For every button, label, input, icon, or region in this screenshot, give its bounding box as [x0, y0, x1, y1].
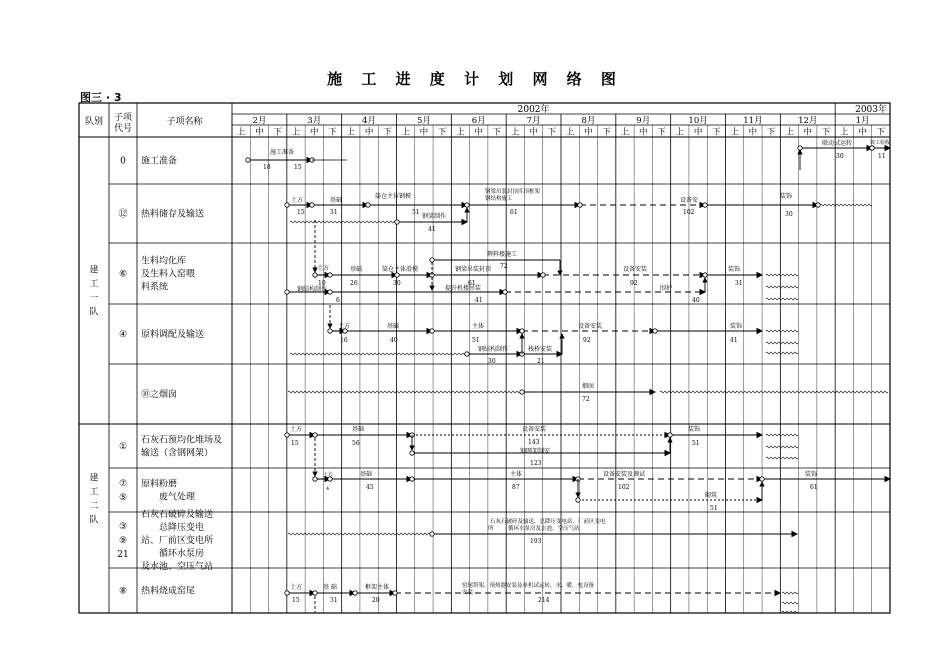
duration-label: 61	[810, 484, 818, 491]
node-circle	[503, 290, 507, 294]
activity-label: 联动试运转	[822, 140, 853, 147]
node-circle	[653, 329, 657, 333]
row-name: 原料调配及输送	[141, 330, 205, 340]
activity-label: 土方	[290, 426, 303, 433]
row-code: ④	[118, 330, 128, 340]
dekad-label: 中	[309, 127, 319, 138]
duration-label: 30	[488, 358, 496, 365]
month-label: 6月	[471, 116, 486, 126]
node-circle	[760, 477, 764, 481]
activity-label: 提升机楼吊装	[445, 285, 482, 292]
figure-label: 图三 · 3	[80, 91, 122, 104]
dekad-label: 上	[236, 127, 246, 138]
duration-label: 30	[836, 153, 844, 160]
duration-label: 21	[537, 358, 545, 365]
team-name: 一	[89, 293, 99, 304]
float-wave	[660, 391, 888, 393]
row-name: 总降压变电	[141, 523, 205, 533]
activity-label: 装饰	[728, 266, 741, 273]
team-name: 工	[89, 279, 99, 290]
activity-label: 主体	[510, 471, 523, 478]
duration-label: 92	[583, 337, 591, 344]
month-label: 10月	[688, 116, 708, 126]
code-header: 子项	[113, 113, 133, 123]
dekad-label: 中	[858, 127, 867, 138]
activity-label: 设备安装	[522, 426, 547, 433]
duration-label: 193	[530, 538, 542, 545]
month-label: 2月	[252, 116, 267, 126]
month-label: 3月	[307, 116, 322, 126]
month-label: 4月	[362, 116, 377, 126]
dekad-label: 下	[657, 127, 666, 138]
dekad-label: 中	[364, 127, 374, 138]
float-wave	[290, 353, 470, 355]
activity-label: 土方	[290, 584, 303, 591]
row-code: ⑫	[118, 209, 128, 220]
year-label: 2003年	[855, 105, 887, 115]
activity-label: 喂料楼施工	[487, 251, 518, 258]
month-label: 5月	[416, 116, 431, 126]
float-wave	[766, 457, 798, 459]
duration-label: 20	[372, 597, 380, 604]
activity-label: 钢梁吊装封顶库顶框架	[485, 189, 541, 195]
duration-label: 102	[683, 209, 695, 216]
activity-label: 基础	[350, 266, 363, 273]
activity-label: 窑尾塔架，预热器安装及单机试运转，水、暖、电设备	[462, 583, 595, 589]
row-code: 0	[120, 156, 126, 167]
activity-label: 栈桥安装	[528, 346, 553, 353]
duration-label: 40	[692, 297, 700, 304]
activity-label: 装饰	[805, 471, 818, 478]
activity-label: 钢网架制安	[520, 448, 551, 455]
row-name: 原料粉磨	[141, 479, 178, 490]
duration-label: 26	[350, 280, 358, 287]
dekad-label: 下	[273, 127, 282, 138]
node-circle	[410, 451, 414, 455]
dekad-label: 上	[785, 127, 794, 138]
duration-label: 214	[538, 597, 550, 604]
float-wave	[782, 592, 798, 594]
activity-label: 钢结构制作	[478, 346, 509, 353]
duration-label: 10	[318, 280, 326, 287]
node-circle	[310, 203, 314, 207]
node-circle	[285, 591, 289, 595]
duration-label: 41	[730, 337, 738, 344]
duration-label: 123	[530, 460, 542, 467]
duration-label: 92	[630, 280, 638, 287]
row-code: ⑥	[118, 269, 128, 280]
row-name: 料系统	[141, 282, 169, 293]
dekad-label: 下	[328, 127, 337, 138]
row-code: ③	[118, 522, 128, 532]
dekad-label: 中	[255, 127, 264, 138]
node-circle	[313, 273, 317, 277]
month-label: 12月	[798, 116, 818, 126]
dekad-label: 上	[291, 127, 301, 138]
node-circle	[578, 203, 582, 207]
node-circle	[520, 390, 524, 394]
float-wave	[766, 352, 798, 354]
float-wave	[766, 446, 798, 448]
row-name: 输送（含钢网架）	[141, 448, 214, 459]
duration-label: 15	[294, 164, 302, 171]
float-wave	[766, 342, 798, 344]
dekad-label: 下	[876, 127, 886, 138]
row-name: 生料均化库	[141, 256, 187, 267]
activity-label: 主体	[472, 323, 485, 330]
node-circle	[520, 329, 524, 333]
duration-label: 51	[692, 440, 700, 447]
team-name: 队	[89, 307, 99, 318]
dekad-label: 上	[675, 127, 685, 138]
float-wave	[290, 221, 398, 223]
row-name: 废气处理	[141, 492, 196, 503]
row-name: 及水池、空压气站	[141, 562, 214, 572]
row-code: ⑤	[118, 493, 128, 503]
activity-label: 设备安装及调试	[603, 471, 646, 478]
node-circle	[313, 477, 317, 481]
duration-label: 6	[336, 297, 340, 304]
float-wave	[288, 391, 520, 393]
dekad-label: 中	[693, 127, 703, 138]
duration-label: 72	[500, 263, 508, 270]
node-circle	[395, 220, 399, 224]
duration-label: 56	[352, 440, 360, 447]
duration-label: 15	[297, 209, 305, 216]
activity-label: 土方	[291, 197, 304, 204]
activity-label: 基础	[352, 426, 365, 433]
month-label: 1月	[855, 116, 870, 126]
activity-label: 基础	[387, 323, 400, 330]
row-name: ⑩之烟囱	[141, 390, 178, 400]
activity-label: 石灰石破碎及输送、总降压变电站、厂前区变电	[490, 519, 606, 525]
page-title: 施 工 进 度 计 划 网 络 图	[327, 70, 623, 88]
month-label: 11月	[743, 116, 763, 126]
float-wave	[766, 274, 798, 276]
team-name: 工	[89, 487, 99, 498]
activity-label: 装饰	[730, 323, 743, 330]
code-header: 代号	[113, 124, 133, 134]
row-name: 热料烧成窑尾	[141, 586, 196, 597]
activity-label: 基础	[330, 197, 343, 204]
node-circle	[703, 203, 707, 207]
activity-label: 钢结构施工	[485, 196, 513, 202]
row-name: 石灰石破碎及输送	[141, 510, 214, 520]
dekad-label: 上	[565, 127, 575, 138]
dekad-label: 中	[419, 127, 429, 138]
activity-label: 装饰	[688, 426, 701, 433]
dekad-label: 下	[437, 127, 447, 138]
activity-label: 设备安装	[578, 323, 603, 330]
duration-label: 31	[330, 597, 338, 604]
row-name: 施工准备	[141, 156, 178, 167]
row-code: 21	[117, 550, 129, 560]
activity-label: 烟囱	[582, 383, 595, 390]
float-wave	[766, 286, 798, 288]
activity-label: 围护	[660, 285, 673, 292]
month-label: 7月	[526, 116, 541, 126]
activity-label: 砌筑	[705, 492, 718, 499]
dekad-label: 下	[602, 127, 611, 138]
node-circle	[366, 203, 370, 207]
node-circle	[313, 433, 317, 437]
float-wave	[820, 204, 872, 206]
float-wave	[766, 298, 798, 300]
dekad-label: 下	[547, 127, 557, 138]
node-circle	[285, 433, 289, 437]
row-name: 热料储存及输送	[141, 209, 205, 220]
duration-label: 72	[582, 396, 590, 403]
dekad-label: 下	[492, 127, 502, 138]
row-code: ①	[118, 442, 128, 452]
duration-label: 18	[263, 164, 271, 171]
dekad-label: 上	[620, 127, 630, 138]
node-circle	[393, 591, 397, 595]
team-name: 二	[89, 501, 99, 512]
dekad-label: 下	[766, 127, 776, 138]
float-wave	[782, 602, 798, 604]
duration-label: 143	[528, 439, 540, 446]
duration-label: 30	[393, 280, 401, 287]
duration-label: 15	[291, 440, 299, 447]
team-header: 队别	[84, 117, 104, 127]
node-circle	[668, 433, 672, 437]
dekad-label: 中	[474, 127, 484, 138]
duration-label: 61	[510, 209, 518, 216]
activity-label: 安装	[462, 590, 474, 596]
node-circle	[430, 329, 434, 333]
dekad-label: 上	[346, 127, 356, 138]
activity-label: 装饰	[780, 193, 793, 200]
duration-label: 87	[512, 484, 520, 491]
duration-label: 51	[412, 209, 420, 216]
node-circle	[430, 258, 434, 262]
duration-label: 41	[428, 226, 436, 233]
activity-label: 基础	[360, 471, 373, 478]
activity-label: 土方	[323, 472, 334, 478]
duration-label: 4	[326, 486, 330, 492]
activity-label: 基 础	[323, 584, 337, 591]
dekad-label: 中	[529, 127, 538, 138]
dekad-label: 上	[456, 127, 465, 138]
duration-label: 15	[292, 597, 300, 604]
activity-label: 钢梁制作	[422, 213, 447, 220]
duration-label: 51	[710, 505, 718, 512]
dekad-label: 中	[803, 127, 813, 138]
duration-label: 11	[878, 153, 886, 160]
month-label: 8月	[581, 116, 596, 126]
row-name: 及生料入窑喂	[141, 269, 196, 280]
duration-label: 51	[472, 337, 480, 344]
node-circle	[465, 352, 469, 356]
dekad-label: 上	[401, 127, 410, 138]
name-header: 子项名称	[166, 117, 203, 127]
activity-label: 设备安装	[623, 266, 648, 273]
activity-label: 设备安	[680, 197, 699, 204]
activity-label: 循环水泵房及水池、空压气站	[508, 526, 580, 532]
node-circle	[816, 203, 820, 207]
node-circle	[285, 203, 289, 207]
team-name: 队	[89, 515, 99, 526]
activity-label: 钢结构制作	[297, 286, 328, 293]
duration-label: 102	[618, 484, 630, 491]
node-circle	[313, 591, 317, 595]
dekad-label: 上	[730, 127, 739, 138]
float-wave	[766, 330, 798, 332]
float-wave	[766, 434, 798, 436]
node-circle	[246, 158, 250, 162]
duration-label: 16	[340, 337, 348, 344]
node-circle	[703, 273, 707, 277]
dekad-label: 中	[584, 127, 593, 138]
duration-label: 61	[468, 280, 476, 287]
node-circle	[798, 146, 802, 150]
node-circle	[353, 591, 357, 595]
dekad-label: 中	[638, 127, 648, 138]
team-name: 建	[89, 473, 99, 484]
row-name: 站、厂前区变电所	[141, 536, 214, 546]
month-label: 9月	[636, 116, 651, 126]
dekad-label: 中	[748, 127, 758, 138]
dekad-label: 上	[511, 127, 520, 138]
dekad-label: 下	[821, 127, 831, 138]
node-circle	[328, 273, 332, 277]
activity-label: 土方	[338, 323, 351, 330]
row-code: ⑦	[118, 479, 128, 489]
activity-label: 土方	[317, 265, 330, 272]
node-circle	[465, 203, 469, 207]
activity-label: 钢梁吊装封顶	[455, 266, 492, 273]
row-name: 循环水泵房	[141, 549, 205, 559]
row-name: 石灰石预均化堆场及	[141, 435, 223, 446]
node-circle	[541, 273, 545, 277]
node-circle	[285, 290, 289, 294]
node-circle	[328, 290, 332, 294]
node-circle	[870, 146, 874, 150]
activity-label: 竣工验收	[870, 140, 891, 146]
node-circle	[430, 532, 434, 536]
duration-label: 41	[475, 297, 483, 304]
dekad-label: 下	[383, 127, 392, 138]
activity-label: 框架主体	[365, 584, 390, 591]
activity-label: 筒仓主体滑模	[382, 266, 419, 273]
dekad-label: 上	[840, 127, 849, 138]
dekad-label: 下	[712, 127, 721, 138]
node-circle	[395, 273, 399, 277]
year-label: 2002年	[517, 105, 550, 115]
duration-label: 31	[330, 209, 338, 216]
duration-label: 40	[390, 337, 398, 344]
node-circle	[576, 498, 580, 502]
activity-label: 所	[488, 526, 494, 532]
duration-label: 30	[785, 211, 793, 218]
activity-label: 施工准备	[270, 149, 295, 156]
duration-label: 45	[366, 484, 374, 491]
activity-label: 筒仓主体钢模	[375, 193, 412, 200]
node-circle	[410, 477, 414, 481]
node-circle	[328, 329, 332, 333]
row-code: ⑧	[118, 586, 128, 597]
row-code: ⑨	[118, 536, 128, 546]
duration-label: 31	[735, 280, 743, 287]
team-name: 建	[89, 265, 99, 276]
